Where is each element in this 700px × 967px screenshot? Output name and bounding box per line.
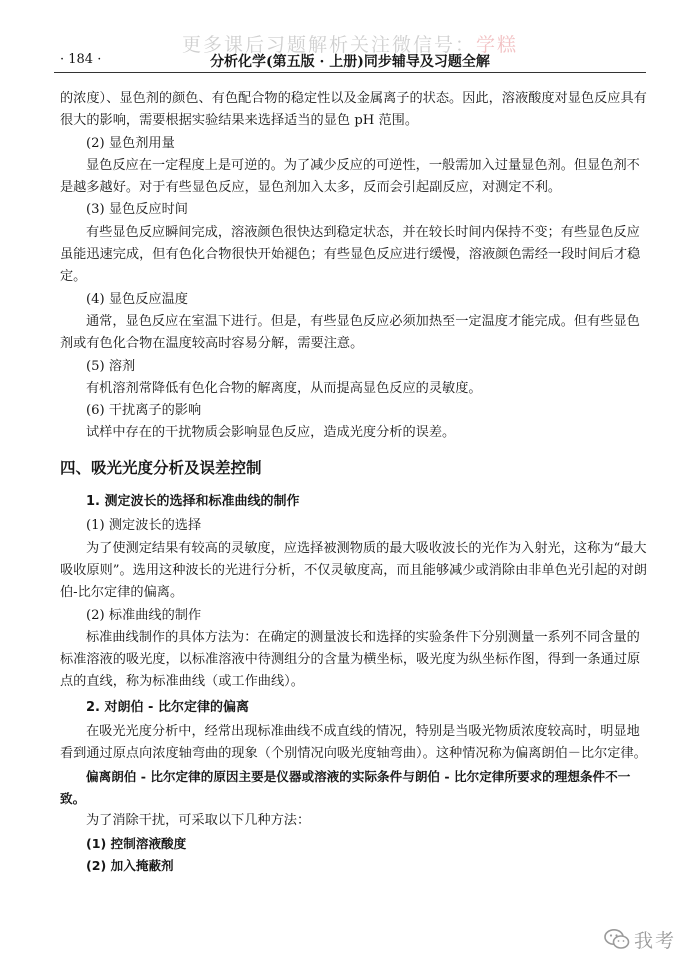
paragraph-solvent: 有机溶剂常降低有色化合物的解离度，从而提高显色反应的灵敏度。 xyxy=(86,380,482,396)
wechat-icon xyxy=(604,928,630,950)
corner-logo-text: 我考 xyxy=(633,929,676,952)
paragraph-reagent-amount: 显色反应在一定程度上是可逆的。为了减少反应的可逆性，一般需加入过量显色剂。但显色剂不是越多越好。对于有些显色反应，显色剂加入太多，反而会引起副反应，对测定不利。 xyxy=(60,157,640,196)
heading-interfering-ions: (6) 干扰离子的影响 xyxy=(86,403,202,419)
watermark-text: 更多课后习题解析关注微信号： xyxy=(181,34,476,56)
page-number: · 184 · xyxy=(60,52,102,67)
heading-reaction-time: (3) 显色反应时间 xyxy=(86,202,188,218)
running-header xyxy=(54,50,646,73)
paragraph-reaction-temperature: 通常，显色反应在室温下进行。但是，有些显色反应必须加热至一定温度才能完成。但有些显色剂或有色化合物在温度较高时容易分解，需要注意。 xyxy=(60,313,640,352)
method-masking-agent: (2) 加入掩蔽剂 xyxy=(86,857,174,873)
heading-solvent: (5) 溶剂 xyxy=(86,358,136,374)
corner-logo xyxy=(604,925,676,953)
method-control-acidity: (1) 控制溶液酸度 xyxy=(86,835,187,851)
paragraph-interfering-ions: 试样中存在的干扰物质会影响显色反应，造成光度分析的误差。 xyxy=(86,425,456,441)
subheading-law-deviation: 2. 对朗伯 - 比尔定律的偏离 xyxy=(86,699,249,715)
book-title: 分析化学(第五版 · 上册)同步辅导及习题全解 xyxy=(210,54,490,70)
heading-wavelength-selection: (1) 测定波长的选择 xyxy=(86,518,202,534)
watermark-accent: 学糕 xyxy=(476,34,519,56)
heading-reagent-amount: (2) 显色剂用量 xyxy=(86,135,175,151)
paragraph-law-deviation-2: 偏离朗伯 - 比尔定律的原因主要是仪器或溶液的实际条件与朗伯 - 比尔定律所要求的理想条件不一致。 xyxy=(60,768,631,806)
paragraph-law-deviation-3: 为了消除干扰，可采取以下几种方法： xyxy=(86,813,311,829)
paragraph-reaction-time: 有些显色反应瞬间完成，溶液颜色很快达到稳定状态，并在较长时间内保持不变；有些显色反应虽能迅速完成，但有色化合物很快开始褪色；有些显色反应进行缓慢，溶液颜色需经一段时间后才稳定。 xyxy=(60,224,641,285)
heading-standard-curve: (2) 标准曲线的制作 xyxy=(86,607,202,623)
section-heading-absorbance-analysis: 四、吸光光度分析及误差控制 xyxy=(60,458,262,477)
page-body xyxy=(60,88,650,877)
paragraph-law-deviation-1: 在吸光光度分析中，经常出现标准曲线不成直线的情况，特别是当吸光物质浓度较高时，明显地看到通过原点向浓度轴弯曲的现象（个别情况向吸光度轴弯曲）。这种情况称为偏离朗伯－比尔定律。 xyxy=(60,724,647,762)
paragraph-standard-curve: 标准曲线制作的具体方法为：在确定的测量波长和选择的实验条件下分别测量一系列不同含量的标准溶液的吸光度，以标准溶液中待测组分的含量为横坐标，吸光度为纵坐标作图，得到一条通过原点的直线，称为标准曲线（或工作曲线）。 xyxy=(60,629,641,690)
paragraph-acidity: 的浓度）、显色剂的颜色、有色配合物的稳定性以及金属离子的状态。因此，溶液酸度对显色反应具有很大的影响，需要根据实验结果来选择适当的显色 pH 范围。 xyxy=(60,91,647,129)
subheading-wavelength-and-curve: 1. 测定波长的选择和标准曲线的制作 xyxy=(86,494,300,510)
heading-reaction-temperature: (4) 显色反应温度 xyxy=(86,291,188,307)
paragraph-wavelength-selection: 为了使测定结果有较高的灵敏度，应选择被测物质的最大吸收波长的光作为入射光，这称为“最大吸收原则”。选用这种波长的光进行分析，不仅灵敏度高，而且能够减少或消除由非单色光引起的对朗伯-比尔定律的偏离。 xyxy=(60,540,647,601)
